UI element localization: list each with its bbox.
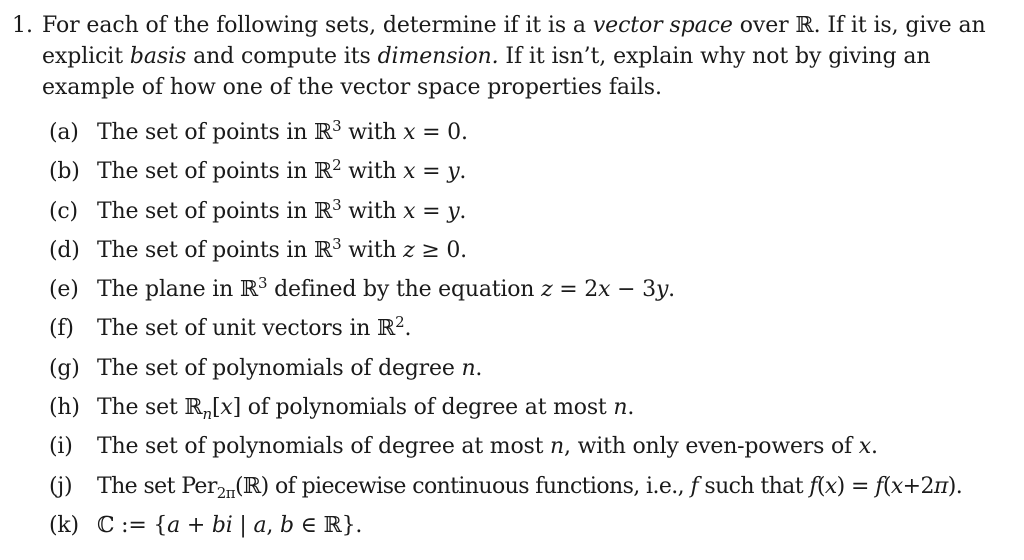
subproblem-i — [49, 434, 1008, 473]
math-var: a — [253, 512, 267, 538]
text-run: The set of unit vectors in ℝ — [97, 316, 396, 342]
subproblem-label: (b) — [49, 159, 80, 185]
subproblem-c — [49, 195, 1008, 238]
subproblem-label: (i) — [49, 434, 73, 460]
term-basis: basis — [129, 44, 187, 69]
text-run: defined by the equation — [267, 277, 542, 303]
text-run: with — [341, 159, 404, 185]
subproblem-label: (f) — [49, 316, 74, 342]
text-run: ) = — [836, 473, 876, 499]
math-var: f — [809, 473, 817, 499]
subproblem-text — [97, 473, 1008, 502]
subproblem-text — [97, 395, 1008, 424]
math-var: x — [598, 277, 611, 303]
subproblem-h — [49, 395, 1008, 434]
math-var: n — [613, 395, 628, 421]
text-run: ∈ ℝ}. — [293, 512, 363, 538]
subproblem-f — [49, 313, 1008, 355]
text-run: The set of polynomials of degree at most — [97, 434, 551, 460]
term-vector-space: vector space — [592, 13, 733, 38]
statement-part: and compute its — [186, 44, 378, 69]
subproblem-g — [49, 356, 1008, 395]
math-var: z — [541, 277, 553, 303]
math-var: y — [447, 198, 460, 224]
text-run: + — [180, 512, 212, 538]
subproblem-label: (d) — [49, 237, 80, 263]
statement-part: For each of the following sets, determine if it is a — [42, 13, 593, 38]
math-var: f — [875, 473, 883, 499]
statement-part: If it isn’t, explain why not by giving an example of how one of the vector space properties fails. — [42, 44, 931, 100]
subproblem-d — [49, 234, 1008, 277]
subproblem-label: (h) — [49, 395, 80, 421]
text-run: The set of points in ℝ — [97, 237, 333, 263]
subproblem-label: (g) — [49, 355, 80, 381]
problem-number: 1. — [12, 13, 33, 38]
text-run: +2 — [902, 473, 934, 499]
superscript: 3 — [332, 195, 342, 214]
math-var: f — [690, 473, 699, 499]
text-run: . — [475, 355, 483, 381]
text-run: = 2 — [552, 277, 599, 303]
subproblem-label: (e) — [49, 277, 79, 303]
subproblem-text — [97, 274, 1008, 303]
subproblem-label: (c) — [49, 198, 78, 224]
math-var: x — [403, 198, 416, 224]
subscript: 2π — [216, 483, 235, 502]
subproblem-j — [49, 474, 1008, 513]
text-run: , with only even-powers of — [564, 434, 859, 460]
subproblem-e — [49, 274, 1008, 316]
text-run: ( — [816, 473, 825, 499]
subproblem-text — [97, 234, 1008, 263]
text-run: The set ℝ — [97, 395, 203, 421]
subproblem-text — [97, 513, 1008, 538]
math-var: z — [403, 237, 415, 263]
text-run: with — [341, 198, 404, 224]
text-run: . — [871, 434, 878, 460]
math-var: bi — [211, 512, 233, 538]
math-var: x — [403, 159, 416, 185]
term-dimension: dimension. — [377, 44, 499, 69]
subproblem-list — [12, 117, 1008, 552]
text-run: ≥ 0. — [414, 237, 467, 263]
text-run: The set of points in ℝ — [97, 120, 333, 145]
subproblem-text — [97, 156, 1008, 185]
text-run: with — [341, 120, 404, 145]
text-run: such that — [698, 473, 810, 499]
superscript: 3 — [257, 274, 268, 293]
text-run: ( — [882, 473, 891, 499]
text-run: (ℝ) of piecewise continuous functions, i.e., — [234, 473, 691, 499]
math-var: x — [890, 473, 903, 499]
problem-1 — [12, 10, 1008, 103]
superscript: 3 — [332, 234, 342, 253]
math-var: x — [220, 395, 233, 421]
text-run: with — [341, 237, 404, 263]
text-run: The set of points in ℝ — [97, 159, 333, 185]
math-var: n — [550, 434, 565, 460]
text-run: [ — [211, 395, 221, 421]
text-run: . — [459, 198, 467, 224]
text-run: . — [668, 277, 675, 303]
subproblem-k — [49, 513, 1008, 552]
subproblem-text — [97, 313, 1008, 342]
superscript: 2 — [395, 313, 405, 332]
subproblem-text — [97, 434, 1008, 459]
text-run: ℂ := { — [97, 512, 168, 538]
math-var: y — [655, 277, 669, 303]
text-run: The plane in ℝ — [97, 277, 258, 303]
text-run: . — [404, 316, 412, 342]
math-var: n — [461, 355, 476, 381]
text-run: , — [266, 512, 280, 538]
subproblem-label: (a) — [49, 120, 79, 145]
subproblem-b — [49, 156, 1008, 198]
superscript: 2 — [332, 156, 342, 175]
math-var: x — [403, 120, 416, 145]
subproblem-text — [97, 195, 1008, 224]
text-run: | — [232, 512, 254, 538]
problem-statement — [42, 10, 1008, 103]
subproblem-text — [97, 117, 1008, 145]
text-run: ] of polynomials of degree at most — [232, 395, 614, 421]
superscript: 3 — [332, 117, 342, 135]
text-run: The set Per — [97, 473, 217, 499]
text-run: The set of points in ℝ — [97, 198, 333, 224]
text-run: . — [459, 159, 467, 185]
math-var: π — [933, 473, 948, 499]
math-var: b — [279, 512, 294, 538]
text-run: = 0. — [415, 120, 468, 145]
text-run: ). — [947, 473, 963, 499]
text-run: . — [627, 395, 635, 421]
statement-part: over ℝ. If it is, give an explicit — [42, 13, 986, 69]
subproblem-text — [97, 356, 1008, 381]
math-var: y — [447, 159, 460, 185]
text-run: = — [415, 159, 448, 185]
subproblem-a — [49, 117, 1008, 159]
text-run: The set of polynomials of degree — [97, 355, 462, 381]
subproblem-label: (k) — [49, 512, 79, 538]
subproblem-label: (j) — [49, 473, 73, 499]
math-var: x — [824, 473, 837, 499]
math-var: x — [858, 434, 871, 460]
math-var: a — [167, 512, 181, 538]
text-run: − 3 — [610, 277, 656, 303]
text-run: = — [415, 198, 448, 224]
subscript: n — [202, 405, 212, 424]
